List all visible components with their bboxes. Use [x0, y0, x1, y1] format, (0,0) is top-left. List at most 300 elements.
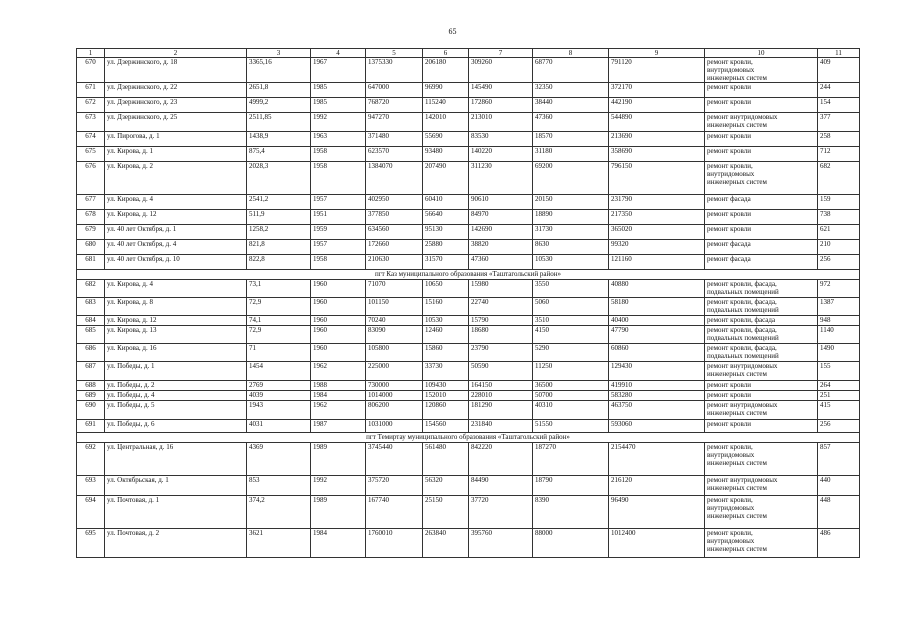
cell-repair-type: ремонт внутридомовых инженерных систем [705, 362, 818, 381]
cell-area: 2511,85 [247, 113, 311, 132]
cell-municipal-share: 5290 [533, 344, 609, 362]
cell-row-number: 691 [77, 420, 105, 433]
cell-cost-per-sqm: 1490 [818, 344, 860, 362]
cell-region-share: 90610 [469, 195, 533, 210]
cell-cost-per-sqm: 621 [818, 225, 860, 240]
table-row [77, 381, 860, 391]
cell-row-number: 673 [77, 113, 105, 132]
cell-total-cost: 1760010 [366, 529, 423, 558]
cell-cost-per-sqm: 155 [818, 362, 860, 381]
cell-repair-type: ремонт внутридомовых инженерных систем [705, 476, 818, 496]
column-number: 1 [77, 49, 105, 58]
table-row [77, 496, 860, 529]
cell-repair-type: ремонт фасада [705, 240, 818, 255]
cell-municipal-share: 3550 [533, 280, 609, 298]
column-number: 3 [247, 49, 311, 58]
cell-owners-share: 463750 [609, 401, 705, 420]
cell-year-built: 1960 [311, 298, 366, 316]
cell-area: 1438,9 [247, 132, 311, 147]
cell-region-share: 47360 [469, 255, 533, 270]
cell-year-built: 1967 [311, 58, 366, 83]
cell-cost-per-sqm: 159 [818, 195, 860, 210]
cell-fund-share: 33730 [423, 362, 469, 381]
cell-region-share: 37720 [469, 496, 533, 529]
cell-address: ул. 40 лет Октября, д. 10 [105, 255, 247, 270]
cell-row-number: 688 [77, 381, 105, 391]
cell-area: 72,9 [247, 298, 311, 316]
section-title: пгт Каз муниципального образования «Таштагольский район» [77, 270, 860, 280]
cell-repair-type: ремонт кровли, фасада, подвальных помещений [705, 326, 818, 344]
cell-fund-share: 10650 [423, 280, 469, 298]
cell-region-share: 15790 [469, 316, 533, 326]
cell-municipal-share: 5060 [533, 298, 609, 316]
cell-total-cost: 3745440 [366, 443, 423, 476]
cell-cost-per-sqm: 256 [818, 420, 860, 433]
cell-total-cost: 730000 [366, 381, 423, 391]
cell-year-built: 1957 [311, 195, 366, 210]
cell-address: ул. Дзержинского, д. 23 [105, 98, 247, 113]
cell-cost-per-sqm: 448 [818, 496, 860, 529]
cell-year-built: 1984 [311, 391, 366, 401]
cell-municipal-share: 8630 [533, 240, 609, 255]
cell-region-share: 311230 [469, 162, 533, 195]
cell-total-cost: 101150 [366, 298, 423, 316]
cell-fund-share: 142010 [423, 113, 469, 132]
table-row [77, 401, 860, 420]
cell-area: 511,9 [247, 210, 311, 225]
cell-area: 821,8 [247, 240, 311, 255]
cell-fund-share: 60410 [423, 195, 469, 210]
cell-owners-share: 419910 [609, 381, 705, 391]
cell-row-number: 685 [77, 326, 105, 344]
cell-row-number: 672 [77, 98, 105, 113]
cell-fund-share: 56640 [423, 210, 469, 225]
column-number-row [77, 49, 860, 58]
cell-region-share: 83530 [469, 132, 533, 147]
cell-repair-type: ремонт фасада [705, 195, 818, 210]
cell-repair-type: ремонт кровли [705, 98, 818, 113]
cell-cost-per-sqm: 377 [818, 113, 860, 132]
column-number: 8 [533, 49, 609, 58]
cell-owners-share: 2154470 [609, 443, 705, 476]
cell-total-cost: 210630 [366, 255, 423, 270]
cell-fund-share: 15860 [423, 344, 469, 362]
cell-total-cost: 225000 [366, 362, 423, 381]
cell-region-share: 842220 [469, 443, 533, 476]
cell-municipal-share: 18890 [533, 210, 609, 225]
cell-area: 4031 [247, 420, 311, 433]
cell-region-share: 181290 [469, 401, 533, 420]
cell-total-cost: 1375330 [366, 58, 423, 83]
table-body [77, 49, 860, 558]
cell-address: ул. Пирогова, д. 1 [105, 132, 247, 147]
cell-year-built: 1985 [311, 98, 366, 113]
cell-area: 2541,2 [247, 195, 311, 210]
cell-fund-share: 95130 [423, 225, 469, 240]
cell-year-built: 1958 [311, 147, 366, 162]
cell-cost-per-sqm: 415 [818, 401, 860, 420]
cell-region-share: 50590 [469, 362, 533, 381]
cell-address: ул. Дзержинского, д. 22 [105, 83, 247, 98]
cell-owners-share: 47790 [609, 326, 705, 344]
cell-address: ул. Кирова, д. 2 [105, 162, 247, 195]
column-number: 5 [366, 49, 423, 58]
cell-municipal-share: 10530 [533, 255, 609, 270]
cell-year-built: 1958 [311, 162, 366, 195]
cell-municipal-share: 187270 [533, 443, 609, 476]
cell-owners-share: 583280 [609, 391, 705, 401]
cell-fund-share: 93480 [423, 147, 469, 162]
cell-repair-type: ремонт фасада [705, 255, 818, 270]
cell-total-cost: 402950 [366, 195, 423, 210]
cell-fund-share: 96990 [423, 83, 469, 98]
cell-total-cost: 634560 [366, 225, 423, 240]
cell-region-share: 84970 [469, 210, 533, 225]
column-number: 9 [609, 49, 705, 58]
cell-row-number: 682 [77, 280, 105, 298]
cell-total-cost: 105800 [366, 344, 423, 362]
cell-region-share: 18680 [469, 326, 533, 344]
cell-owners-share: 96490 [609, 496, 705, 529]
cell-region-share: 15980 [469, 280, 533, 298]
table-row [77, 362, 860, 381]
cell-owners-share: 593060 [609, 420, 705, 433]
cell-year-built: 1992 [311, 113, 366, 132]
table-row [77, 147, 860, 162]
cell-region-share: 231840 [469, 420, 533, 433]
cell-row-number: 695 [77, 529, 105, 558]
cell-region-share: 395760 [469, 529, 533, 558]
table-row [77, 280, 860, 298]
cell-fund-share: 55690 [423, 132, 469, 147]
table-row [77, 476, 860, 496]
cell-municipal-share: 50700 [533, 391, 609, 401]
cell-owners-share: 217350 [609, 210, 705, 225]
cell-cost-per-sqm: 210 [818, 240, 860, 255]
table-row [77, 529, 860, 558]
cell-year-built: 1962 [311, 362, 366, 381]
cell-address: ул. Победы, д. 4 [105, 391, 247, 401]
cell-repair-type: ремонт кровли [705, 420, 818, 433]
cell-owners-share: 372170 [609, 83, 705, 98]
cell-row-number: 678 [77, 210, 105, 225]
cell-area: 1258,2 [247, 225, 311, 240]
table-row [77, 298, 860, 316]
cell-row-number: 690 [77, 401, 105, 420]
cell-area: 2028,3 [247, 162, 311, 195]
cell-address: ул. Победы, д. 6 [105, 420, 247, 433]
cell-year-built: 1988 [311, 381, 366, 391]
cell-repair-type: ремонт кровли [705, 391, 818, 401]
cell-year-built: 1960 [311, 280, 366, 298]
cell-cost-per-sqm: 256 [818, 255, 860, 270]
cell-repair-type: ремонт кровли, фасада, подвальных помещений [705, 344, 818, 362]
cell-municipal-share: 11250 [533, 362, 609, 381]
cell-owners-share: 544890 [609, 113, 705, 132]
column-number: 6 [423, 49, 469, 58]
cell-total-cost: 1384070 [366, 162, 423, 195]
cell-area: 374,2 [247, 496, 311, 529]
cell-fund-share: 31570 [423, 255, 469, 270]
cell-cost-per-sqm: 258 [818, 132, 860, 147]
cell-area: 875,4 [247, 147, 311, 162]
cell-owners-share: 442190 [609, 98, 705, 113]
cell-area: 2769 [247, 381, 311, 391]
cell-owners-share: 40880 [609, 280, 705, 298]
cell-cost-per-sqm: 486 [818, 529, 860, 558]
column-number: 10 [705, 49, 818, 58]
cell-repair-type: ремонт кровли [705, 225, 818, 240]
table-row [77, 83, 860, 98]
cell-total-cost: 375720 [366, 476, 423, 496]
cell-area: 1943 [247, 401, 311, 420]
cell-municipal-share: 88000 [533, 529, 609, 558]
cell-address: ул. Дзержинского, д. 18 [105, 58, 247, 83]
cell-cost-per-sqm: 1140 [818, 326, 860, 344]
cell-row-number: 677 [77, 195, 105, 210]
cell-fund-share: 109430 [423, 381, 469, 391]
cell-repair-type: ремонт кровли [705, 210, 818, 225]
cell-area: 4999,2 [247, 98, 311, 113]
cell-row-number: 683 [77, 298, 105, 316]
column-number: 2 [105, 49, 247, 58]
cell-total-cost: 71070 [366, 280, 423, 298]
cell-municipal-share: 68770 [533, 58, 609, 83]
cell-municipal-share: 47360 [533, 113, 609, 132]
cell-total-cost: 167740 [366, 496, 423, 529]
cell-cost-per-sqm: 440 [818, 476, 860, 496]
cell-owners-share: 365020 [609, 225, 705, 240]
cell-municipal-share: 3510 [533, 316, 609, 326]
cell-row-number: 686 [77, 344, 105, 362]
column-number: 11 [818, 49, 860, 58]
cell-year-built: 1960 [311, 316, 366, 326]
cell-area: 853 [247, 476, 311, 496]
table-row [77, 344, 860, 362]
cell-region-share: 23790 [469, 344, 533, 362]
cell-year-built: 1992 [311, 476, 366, 496]
cell-address: ул. Победы, д. 1 [105, 362, 247, 381]
cell-region-share: 213010 [469, 113, 533, 132]
cell-cost-per-sqm: 682 [818, 162, 860, 195]
cell-fund-share: 120860 [423, 401, 469, 420]
cell-repair-type: ремонт кровли, внутридомовых инженерных систем [705, 496, 818, 529]
cell-area: 4369 [247, 443, 311, 476]
cell-year-built: 1987 [311, 420, 366, 433]
cell-municipal-share: 20150 [533, 195, 609, 210]
cell-year-built: 1985 [311, 83, 366, 98]
cell-fund-share: 12460 [423, 326, 469, 344]
cell-year-built: 1984 [311, 529, 366, 558]
cell-repair-type: ремонт кровли, фасада, подвальных помещений [705, 280, 818, 298]
section-row [77, 270, 860, 280]
cell-cost-per-sqm: 264 [818, 381, 860, 391]
table-row [77, 240, 860, 255]
cell-region-share: 38820 [469, 240, 533, 255]
cell-row-number: 675 [77, 147, 105, 162]
cell-total-cost: 947270 [366, 113, 423, 132]
cell-municipal-share: 38440 [533, 98, 609, 113]
section-row [77, 433, 860, 443]
column-number: 7 [469, 49, 533, 58]
cell-address: ул. Кирова, д. 1 [105, 147, 247, 162]
cell-area: 73,1 [247, 280, 311, 298]
table-row [77, 58, 860, 83]
cell-region-share: 172860 [469, 98, 533, 113]
cell-year-built: 1963 [311, 132, 366, 147]
cell-region-share: 145490 [469, 83, 533, 98]
cell-year-built: 1989 [311, 443, 366, 476]
cell-fund-share: 56320 [423, 476, 469, 496]
cell-fund-share: 115240 [423, 98, 469, 113]
cell-municipal-share: 51550 [533, 420, 609, 433]
cell-repair-type: ремонт кровли, внутридомовых инженерных систем [705, 443, 818, 476]
cell-fund-share: 15160 [423, 298, 469, 316]
cell-owners-share: 121160 [609, 255, 705, 270]
cell-repair-type: ремонт внутридомовых инженерных систем [705, 401, 818, 420]
cell-municipal-share: 8390 [533, 496, 609, 529]
cell-address: ул. Дзержинского, д. 25 [105, 113, 247, 132]
cell-row-number: 676 [77, 162, 105, 195]
cell-cost-per-sqm: 409 [818, 58, 860, 83]
cell-repair-type: ремонт кровли, внутридомовых инженерных систем [705, 58, 818, 83]
cell-repair-type: ремонт кровли, внутридомовых инженерных систем [705, 162, 818, 195]
cell-municipal-share: 31730 [533, 225, 609, 240]
cell-total-cost: 70240 [366, 316, 423, 326]
cell-region-share: 164150 [469, 381, 533, 391]
cell-cost-per-sqm: 712 [818, 147, 860, 162]
cell-cost-per-sqm: 857 [818, 443, 860, 476]
column-number: 4 [311, 49, 366, 58]
cell-year-built: 1958 [311, 255, 366, 270]
table-row [77, 443, 860, 476]
cell-municipal-share: 4150 [533, 326, 609, 344]
cell-owners-share: 216120 [609, 476, 705, 496]
cell-area: 3365,16 [247, 58, 311, 83]
cell-fund-share: 263840 [423, 529, 469, 558]
cell-fund-share: 561480 [423, 443, 469, 476]
cell-region-share: 228010 [469, 391, 533, 401]
cell-address: ул. 40 лет Октября, д. 1 [105, 225, 247, 240]
cell-row-number: 687 [77, 362, 105, 381]
cell-row-number: 689 [77, 391, 105, 401]
cell-owners-share: 1012400 [609, 529, 705, 558]
table-row [77, 420, 860, 433]
table-row [77, 225, 860, 240]
cell-row-number: 692 [77, 443, 105, 476]
cell-area: 3621 [247, 529, 311, 558]
cell-owners-share: 40400 [609, 316, 705, 326]
cell-area: 4039 [247, 391, 311, 401]
cell-year-built: 1962 [311, 401, 366, 420]
cell-repair-type: ремонт кровли [705, 83, 818, 98]
cell-owners-share: 358690 [609, 147, 705, 162]
cell-region-share: 84490 [469, 476, 533, 496]
cell-row-number: 693 [77, 476, 105, 496]
cell-fund-share: 10530 [423, 316, 469, 326]
cell-fund-share: 207490 [423, 162, 469, 195]
cell-year-built: 1989 [311, 496, 366, 529]
cell-municipal-share: 18570 [533, 132, 609, 147]
table-row [77, 326, 860, 344]
cell-fund-share: 25150 [423, 496, 469, 529]
cell-year-built: 1959 [311, 225, 366, 240]
cell-address: ул. Кирова, д. 16 [105, 344, 247, 362]
cell-address: ул. Кирова, д. 4 [105, 195, 247, 210]
cell-municipal-share: 40310 [533, 401, 609, 420]
cell-area: 72,9 [247, 326, 311, 344]
cell-area: 71 [247, 344, 311, 362]
cell-address: ул. Кирова, д. 12 [105, 210, 247, 225]
cell-total-cost: 768720 [366, 98, 423, 113]
cell-address: ул. Октябрьская, д. 1 [105, 476, 247, 496]
cell-municipal-share: 69200 [533, 162, 609, 195]
table-row [77, 98, 860, 113]
cell-cost-per-sqm: 948 [818, 316, 860, 326]
cell-owners-share: 60860 [609, 344, 705, 362]
cell-total-cost: 806200 [366, 401, 423, 420]
cell-total-cost: 1014000 [366, 391, 423, 401]
cell-repair-type: ремонт кровли, внутридомовых инженерных систем [705, 529, 818, 558]
cell-repair-type: ремонт кровли, фасада [705, 316, 818, 326]
cell-year-built: 1960 [311, 326, 366, 344]
table-row [77, 255, 860, 270]
cell-address: ул. Победы, д. 2 [105, 381, 247, 391]
cell-area: 2651,8 [247, 83, 311, 98]
repair-program-table [76, 48, 860, 558]
table-row [77, 316, 860, 326]
section-title: пгт Темиртау муниципального образования «Таштагольский район» [77, 433, 860, 443]
cell-repair-type: ремонт кровли [705, 381, 818, 391]
cell-repair-type: ремонт кровли [705, 147, 818, 162]
cell-area: 822,8 [247, 255, 311, 270]
cell-fund-share: 206180 [423, 58, 469, 83]
cell-owners-share: 213690 [609, 132, 705, 147]
cell-repair-type: ремонт кровли, фасада, подвальных помещений [705, 298, 818, 316]
cell-fund-share: 152010 [423, 391, 469, 401]
cell-region-share: 140220 [469, 147, 533, 162]
cell-row-number: 680 [77, 240, 105, 255]
cell-total-cost: 647000 [366, 83, 423, 98]
cell-region-share: 142690 [469, 225, 533, 240]
cell-total-cost: 1031000 [366, 420, 423, 433]
cell-address: ул. Центральная, д. 16 [105, 443, 247, 476]
cell-row-number: 670 [77, 58, 105, 83]
cell-address: ул. Кирова, д. 12 [105, 316, 247, 326]
table-row [77, 195, 860, 210]
cell-total-cost: 623570 [366, 147, 423, 162]
table-row [77, 113, 860, 132]
table-row [77, 391, 860, 401]
cell-owners-share: 129430 [609, 362, 705, 381]
cell-region-share: 309260 [469, 58, 533, 83]
cell-row-number: 684 [77, 316, 105, 326]
cell-municipal-share: 31180 [533, 147, 609, 162]
cell-municipal-share: 18790 [533, 476, 609, 496]
cell-total-cost: 377850 [366, 210, 423, 225]
cell-address: ул. Почтовая, д. 1 [105, 496, 247, 529]
cell-year-built: 1960 [311, 344, 366, 362]
cell-address: ул. 40 лет Октября, д. 4 [105, 240, 247, 255]
cell-fund-share: 154560 [423, 420, 469, 433]
cell-total-cost: 83090 [366, 326, 423, 344]
cell-owners-share: 99320 [609, 240, 705, 255]
cell-address: ул. Кирова, д. 8 [105, 298, 247, 316]
cell-year-built: 1957 [311, 240, 366, 255]
cell-municipal-share: 36500 [533, 381, 609, 391]
cell-total-cost: 371480 [366, 132, 423, 147]
cell-row-number: 679 [77, 225, 105, 240]
